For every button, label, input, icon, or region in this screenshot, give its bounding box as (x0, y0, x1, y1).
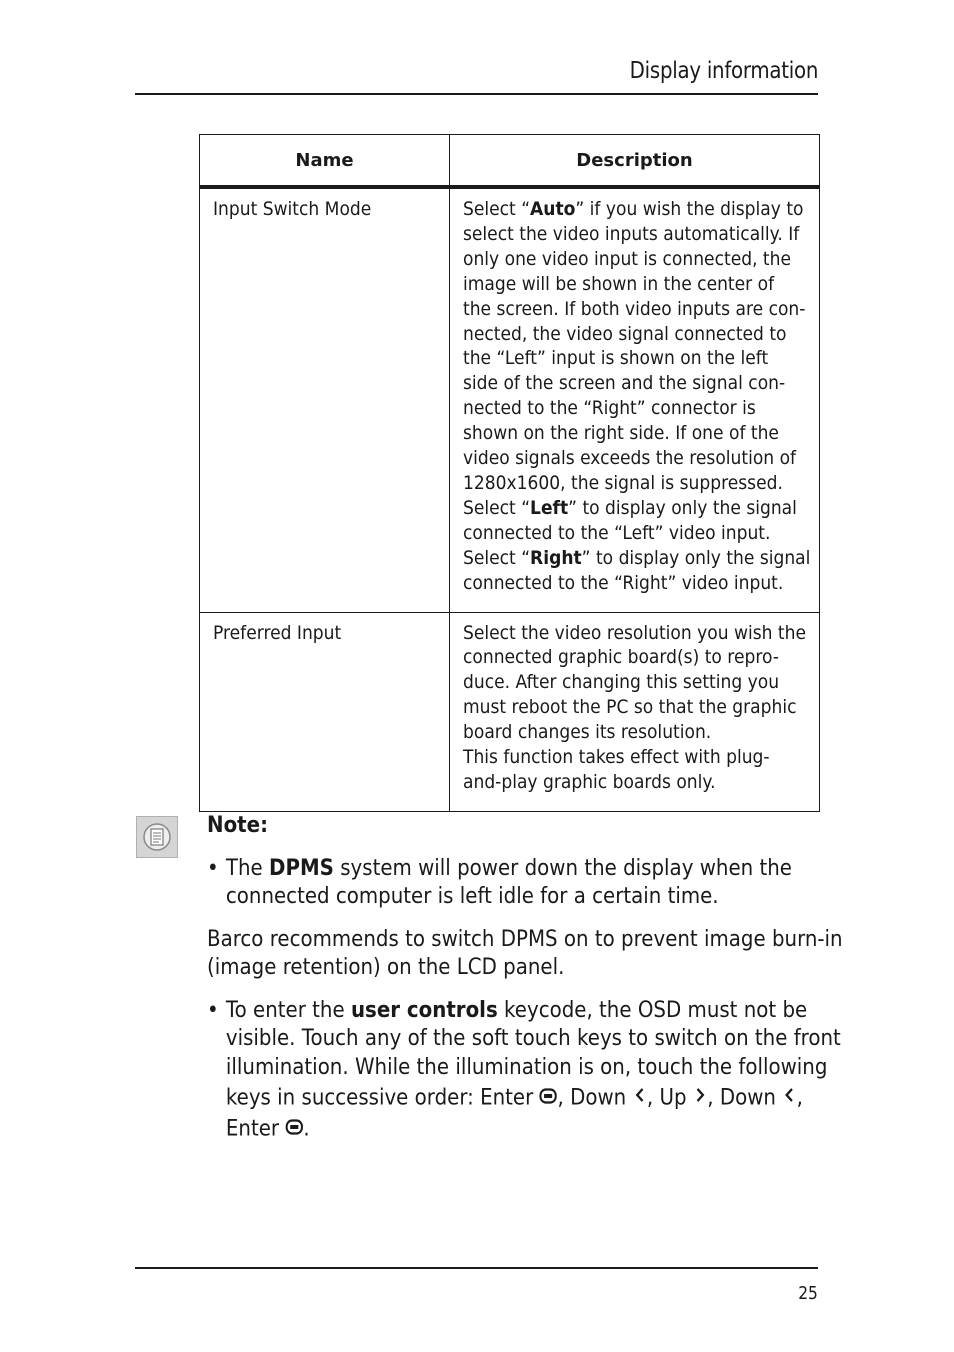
paragraph-line: (image retention) on the LCD panel. (207, 955, 565, 980)
description-line: Select “Right” to display only the signal (463, 546, 811, 569)
settings-table (199, 134, 820, 812)
setting-name: Input Switch Mode (213, 198, 372, 220)
description-line: side of the screen and the signal con- (463, 372, 786, 395)
header-rule (135, 93, 818, 95)
description-line: This function takes effect with plug- (463, 746, 770, 769)
bullet-line: Enter . (226, 1115, 846, 1144)
down-key-icon (782, 1084, 796, 1113)
table-header-row (200, 135, 820, 188)
description-line: image will be shown in the center of (463, 272, 775, 295)
column-header-description: Description (450, 135, 820, 188)
note-block (207, 812, 847, 1144)
column-header-name: Name (200, 135, 450, 188)
bullet-line: The DPMS system will power down the display when the (225, 855, 792, 881)
enter-key-icon (285, 1115, 303, 1144)
bullet-marker: • (207, 997, 219, 1023)
description-text (463, 197, 813, 596)
setting-name: Preferred Input (213, 621, 342, 644)
bullet-line: To enter the user controls keycode, the OSD must not be (225, 997, 808, 1023)
cell-name (200, 187, 450, 612)
description-line: must reboot the PC so that the graphic (463, 696, 797, 719)
cell-name (200, 612, 450, 811)
down-key-icon (633, 1084, 647, 1113)
table-row (200, 612, 820, 811)
description-line: Select the video resolution you wish the (463, 621, 806, 644)
bullet-line: connected computer is left idle for a certain time. (225, 884, 719, 909)
description-text (463, 621, 813, 795)
page-number: 25 (798, 1283, 818, 1304)
description-line: connected graphic board(s) to repro- (463, 646, 779, 669)
note-paragraph (207, 926, 846, 983)
note-bullet-keycode (207, 997, 846, 1144)
running-header: Display information (629, 58, 818, 84)
up-key-icon (693, 1084, 707, 1113)
description-line: and-play graphic boards only. (463, 770, 716, 793)
description-line: video signals exceeds the resolution of (463, 447, 797, 470)
description-line: connected to the “Right” video input. (463, 571, 784, 594)
description-line: the “Left” input is shown on the left (463, 347, 769, 370)
bullet-line: visible. Touch any of the soft touch keys to switch on the front (225, 1026, 841, 1051)
description-line: Select “Left” to display only the signal (463, 496, 797, 519)
paragraph-line: Barco recommends to switch DPMS on to prevent image burn-in (207, 926, 843, 952)
description-line: nected to the “Right” connector is (463, 397, 756, 420)
bullet-marker: • (207, 855, 219, 881)
description-line: board changes its resolution. (463, 721, 712, 744)
note-document-icon (136, 816, 178, 858)
cell-description (450, 612, 820, 811)
bullet-line: keys in successive order: Enter , Down , Up , Down , (226, 1084, 846, 1113)
footer-rule (135, 1267, 818, 1269)
description-line: duce. After changing this setting you (463, 671, 780, 694)
description-line: select the video inputs automatically. If (463, 222, 800, 245)
enter-key-icon (540, 1084, 558, 1113)
cell-description (450, 187, 820, 612)
description-line: 1280x1600, the signal is suppressed. (463, 471, 783, 494)
description-line: the screen. If both video inputs are con- (463, 297, 806, 320)
note-title: Note: (207, 813, 268, 838)
note-bullet-dpms (207, 855, 846, 912)
description-line: Select “Auto” if you wish the display to (463, 198, 804, 220)
description-line: nected, the video signal connected to (463, 322, 787, 345)
description-line: only one video input is connected, the (463, 247, 792, 270)
bullet-line: illumination. While the illumination is on, touch the following (225, 1054, 828, 1080)
description-line: shown on the right side. If one of the (463, 422, 779, 445)
description-line: connected to the “Left” video input. (463, 521, 771, 544)
table-row (200, 187, 820, 612)
